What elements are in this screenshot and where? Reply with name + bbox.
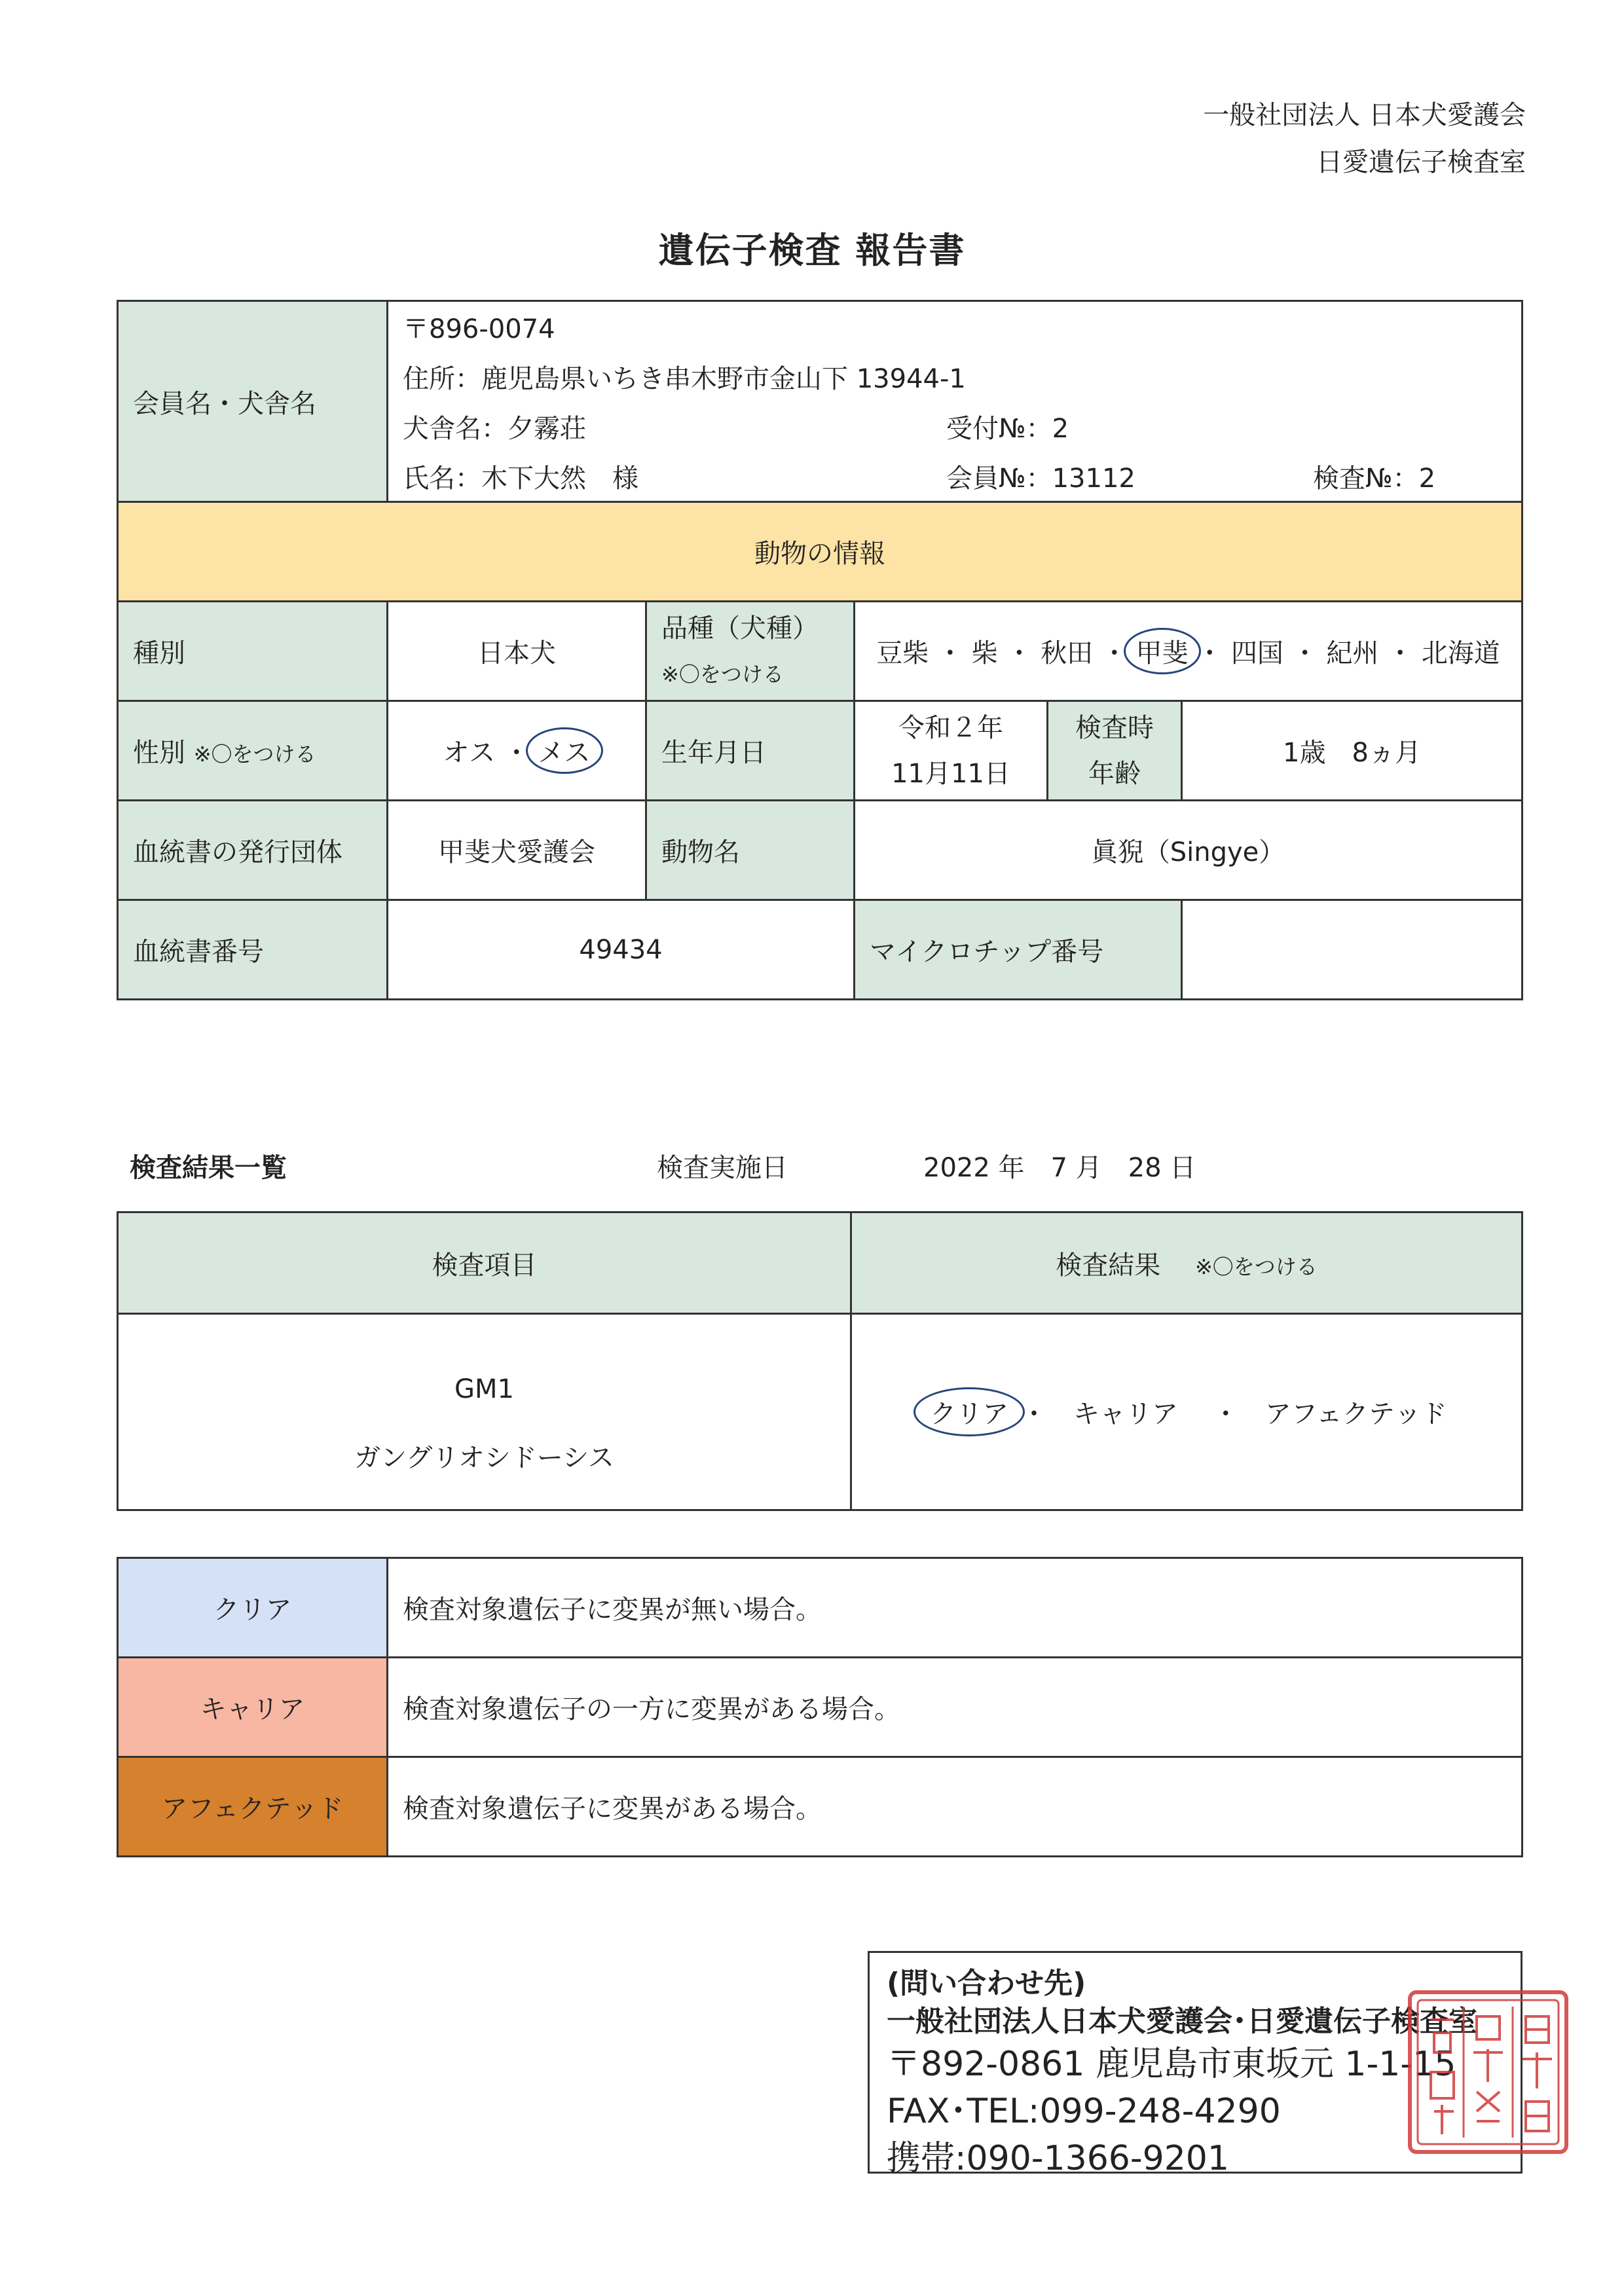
breed-option-kai-selected: 甲斐: [1124, 628, 1201, 674]
breed-option-shiba: 柴: [971, 638, 998, 668]
species-label: 種別: [118, 602, 388, 701]
breed-label: 品種（犬種）: [661, 613, 819, 644]
legend-clear-desc: 検査対象遺伝子に変異が無い場合。: [388, 1558, 1522, 1658]
reception-no: 受付№：2: [946, 413, 1069, 444]
breed-label-cell: [646, 602, 855, 701]
animal-section-title: 動物の情報: [118, 502, 1522, 602]
test-item: [118, 1314, 851, 1510]
result-option-clear-selected: クリア: [913, 1387, 1025, 1436]
sex-option-male: オス: [443, 738, 496, 768]
member-no: 会員№：13112: [946, 463, 1135, 494]
animal-name-value: 眞猊（Singye）: [855, 801, 1522, 900]
legend-carrier-desc: 検査対象遺伝子の一方に変異がある場合。: [388, 1658, 1522, 1757]
results-heading: 検査結果一覧: [130, 1153, 287, 1183]
birth-label: 生年月日: [646, 701, 855, 801]
info-table: [117, 300, 1523, 1000]
col-test-item: 検査項目: [118, 1212, 851, 1314]
kennel-name: 犬舎名：夕霧荘: [403, 413, 586, 444]
test-date-value: 2022 年 7 月 28 日: [923, 1153, 1196, 1183]
legend-affected-desc: 検査対象遺伝子に変異がある場合。: [388, 1757, 1522, 1857]
col-test-result: [851, 1212, 1522, 1314]
age-label-line2: 年齢: [1088, 758, 1141, 789]
breed-option-mameshiba: 豆柴: [876, 638, 929, 668]
contact-phone: FAX･TEL:099-248-4290: [887, 2092, 1281, 2131]
contact-heading: (問い合わせ先): [887, 1967, 1086, 2000]
member-label: 会員名・犬舎名: [118, 301, 388, 502]
animal-name-label: 動物名: [646, 801, 855, 900]
legend-clear-label: クリア: [118, 1558, 388, 1658]
contact-mobile: 携帯:090-1366-9201: [887, 2139, 1229, 2178]
test-item-name: ガングリオシドーシス: [354, 1442, 614, 1473]
pedigree-org-value: 甲斐犬愛護会: [388, 801, 646, 900]
sex-label-cell: [118, 701, 388, 801]
breed-note: ※〇をつける: [661, 661, 784, 687]
birth-value: [855, 701, 1048, 801]
address: 住所：鹿児島県いちき串木野市金山下 13944-1: [403, 363, 966, 394]
name-row: [403, 451, 1507, 501]
sex-option-female-selected: メス: [526, 727, 603, 774]
age-label-line1: 検査時: [1075, 712, 1154, 743]
sex-options: オス ・ メス: [388, 701, 646, 801]
legend-carrier-label: キャリア: [118, 1658, 388, 1757]
breed-option-kishu: 紀州: [1326, 638, 1379, 668]
test-no: 検査№：2: [1313, 463, 1436, 494]
postal-code: 〒896-0074: [403, 314, 555, 344]
col-result-note: ※〇をつける: [1194, 1254, 1318, 1279]
legend-affected-label: アフェクテッド: [118, 1757, 388, 1857]
kennel-row: [403, 401, 1507, 451]
test-item-code: GM1: [454, 1374, 514, 1404]
org-line2: 日愛遺伝子検査室: [1316, 147, 1526, 177]
result-option-carrier: キャリア: [1073, 1399, 1178, 1429]
result-option-affected: アフェクテッド: [1264, 1399, 1447, 1429]
col-result-label: 検査結果: [1056, 1250, 1161, 1281]
species-value: 日本犬: [388, 602, 646, 701]
breed-option-shikoku: 四国: [1230, 638, 1283, 668]
sex-note: ※〇をつける: [193, 742, 316, 767]
member-name: 氏名：木下大然 様: [403, 463, 638, 494]
microchip-value: [1182, 900, 1522, 1000]
org-line1: 一般社団法人 日本犬愛護会: [1203, 100, 1526, 130]
results-table: [117, 1211, 1523, 1511]
age-label: [1048, 701, 1182, 801]
seal-stamp-icon: [1405, 1987, 1572, 2157]
test-date-label: 検査実施日: [657, 1153, 788, 1183]
breed-option-akita: 秋田: [1041, 638, 1094, 668]
pedigree-no-label: 血統書番号: [118, 900, 388, 1000]
birth-line2: 11月11日: [891, 758, 1010, 789]
age-value: 1歳 8ヵ月: [1182, 701, 1522, 801]
breed-option-hokkaido: 北海道: [1421, 638, 1500, 668]
page-title: 遺伝子検査 報告書: [658, 230, 966, 271]
test-result: クリア ・ キャリア ・ アフェクテッド: [851, 1314, 1522, 1510]
birth-line1: 令和２年: [898, 712, 1003, 743]
microchip-label: マイクロチップ番号: [855, 900, 1182, 1000]
org-name: [1203, 92, 1526, 186]
member-info: [388, 301, 1522, 502]
legend-table: [117, 1557, 1523, 1857]
sex-label: 性別: [133, 738, 185, 768]
breed-options: 豆柴 ・ 柴 ・ 秋田 ・ 甲斐 ・ 四国 ・ 紀州 ・ 北海道: [855, 602, 1522, 701]
contact-address: 〒892-0861 鹿児島市東坂元 1-1-15: [887, 2045, 1456, 2084]
pedigree-org-label: 血統書の発行団体: [118, 801, 388, 900]
pedigree-no-value: 49434: [388, 900, 855, 1000]
contact-org: 一般社団法人日本犬愛護会･日愛遺伝子検査室: [887, 2005, 1477, 2038]
